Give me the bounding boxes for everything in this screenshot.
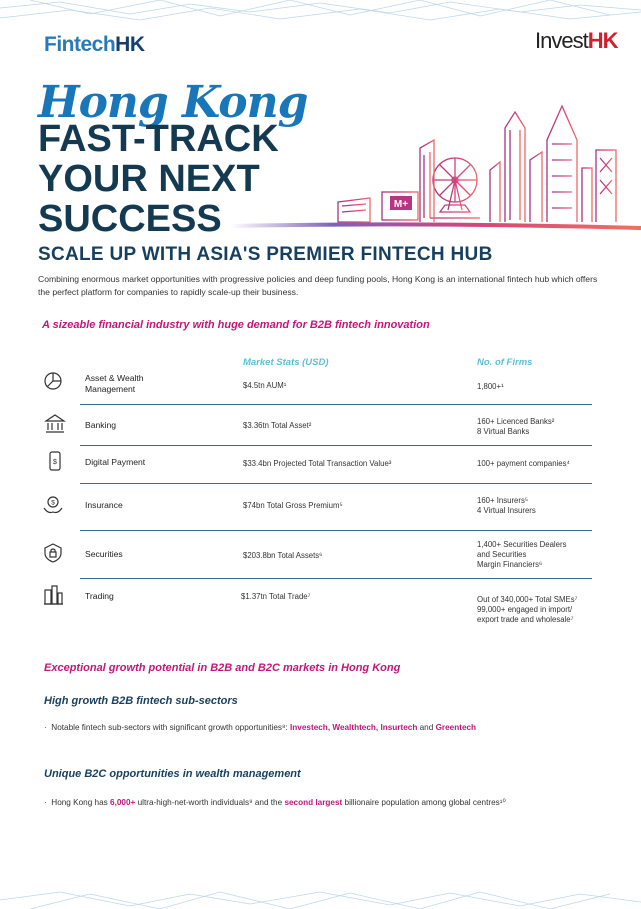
growth-section-title: Exceptional growth potential in B2B and B2C markets in Hong Kong: [44, 662, 401, 674]
b2b-bullet-text: Notable fintech sub-sectors with significant growth opportunities⁸:: [51, 723, 291, 732]
fintechhk-logo: FintechHK: [44, 33, 145, 56]
row-firms-insurance: 160+ Insurers⁵ 4 Virtual Insurers: [477, 496, 536, 515]
skyline-ground-line: [230, 218, 641, 234]
b2c-text-mid: ultra-high-net-worth individuals⁹ and the: [135, 798, 285, 807]
pie-chart-icon: [42, 370, 64, 392]
investhk-logo: InvestHK: [535, 28, 618, 53]
b2c-text-pre: Hong Kong has: [51, 798, 111, 807]
bottom-network-decoration: [0, 880, 641, 909]
securities-lock-icon: [42, 542, 64, 564]
highlight-insurtech: Insurtech: [380, 723, 418, 732]
hero-title-line-1: FAST-TRACK: [38, 118, 279, 160]
insurance-hands-icon: [42, 494, 64, 516]
top-network-decoration: [0, 0, 641, 30]
row-firms-securities: 1,400+ Securities Dealers and Securities Margin Financiers⁶: [477, 540, 567, 569]
hero-script-title: Hong Kong: [38, 77, 308, 128]
highlight-uhnwi-count: 6,000+: [110, 798, 136, 807]
row-firms-asset-wealth: 1,800+¹: [477, 382, 504, 391]
highlight-wealthtech: Wealthtech: [332, 723, 376, 732]
row-market-trading: $1.37tn Total Trade⁷: [241, 592, 311, 601]
mplus-sign: M+: [393, 199, 409, 210]
b2c-subtitle: Unique B2C opportunities in wealth management: [44, 768, 301, 780]
table-section-title: A sizeable financial industry with huge demand for B2B fintech innovation: [42, 319, 430, 331]
row-label-securities: Securities: [85, 549, 123, 559]
table-row-divider: [80, 530, 592, 531]
b2c-text-post: billionaire population among global centres¹⁰: [342, 798, 506, 807]
table-row-divider: [80, 445, 592, 446]
highlight-investech: Investech: [290, 723, 328, 732]
row-firms-trading: Out of 340,000+ Total SMEs⁷ 99,000+ engaged in import/ export trade and wholesale⁷: [477, 595, 578, 624]
row-firms-digital-payment: 100+ payment companies⁴: [477, 459, 570, 468]
b2b-and-text: and: [419, 723, 434, 732]
hero-title-line-2: YOUR NEXT: [38, 158, 260, 200]
row-market-digital-payment: $33.4bn Projected Total Transaction Value³: [243, 459, 392, 468]
row-market-insurance: $74bn Total Gross Premium⁵: [243, 501, 343, 510]
row-firms-banking: 160+ Licenced Banks² 8 Virtual Banks: [477, 417, 555, 436]
table-row-divider: [80, 483, 592, 484]
b2b-subtitle: High growth B2B fintech sub-sectors: [44, 695, 238, 707]
column-header-no-of-firms: No. of Firms: [477, 357, 533, 368]
intro-paragraph: Combining enormous market opportunities with progressive policies and deep funding pools, Hong Kong is an international fintech hub which offers the perfect platform for companies to rapidly scale-up their business.: [38, 274, 598, 297]
svg-text:$: $: [53, 459, 57, 466]
highlight-greentech: Greentech: [435, 723, 477, 732]
bullet-dot: ·: [44, 723, 52, 732]
row-label-trading: Trading: [85, 591, 114, 601]
trading-buildings-icon: [42, 584, 64, 606]
b2c-bullet: [44, 797, 506, 807]
row-label-digital-payment: Digital Payment: [85, 457, 146, 467]
hero-title-line-3: SUCCESS: [38, 198, 222, 240]
row-label-asset-wealth: Asset & Wealth Management: [85, 373, 144, 394]
b2b-bullet: · Notable fintech sub-sectors with significant growth opportunities⁸: Investech, Wealthtech, Insurtech and Greentech: [44, 723, 477, 732]
table-row-divider: [80, 404, 592, 405]
svg-text:$: $: [51, 499, 55, 507]
subheading: SCALE UP WITH ASIA'S PREMIER FINTECH HUB: [38, 244, 493, 265]
table-row-divider: [80, 578, 592, 579]
highlight-second-largest: second largest: [284, 798, 343, 807]
column-header-market-stats: Market Stats (USD): [243, 357, 329, 368]
bank-icon: [44, 413, 66, 435]
row-market-asset-wealth: $4.5tn AUM¹: [243, 381, 287, 390]
row-label-insurance: Insurance: [85, 500, 123, 510]
row-market-banking: $3.36tn Total Asset²: [243, 421, 312, 430]
phone-payment-icon: [44, 450, 66, 472]
row-market-securities: $203.8bn Total Assets⁶: [243, 551, 323, 560]
row-label-banking: Banking: [85, 420, 117, 430]
bullet-dot: ·: [44, 798, 52, 807]
